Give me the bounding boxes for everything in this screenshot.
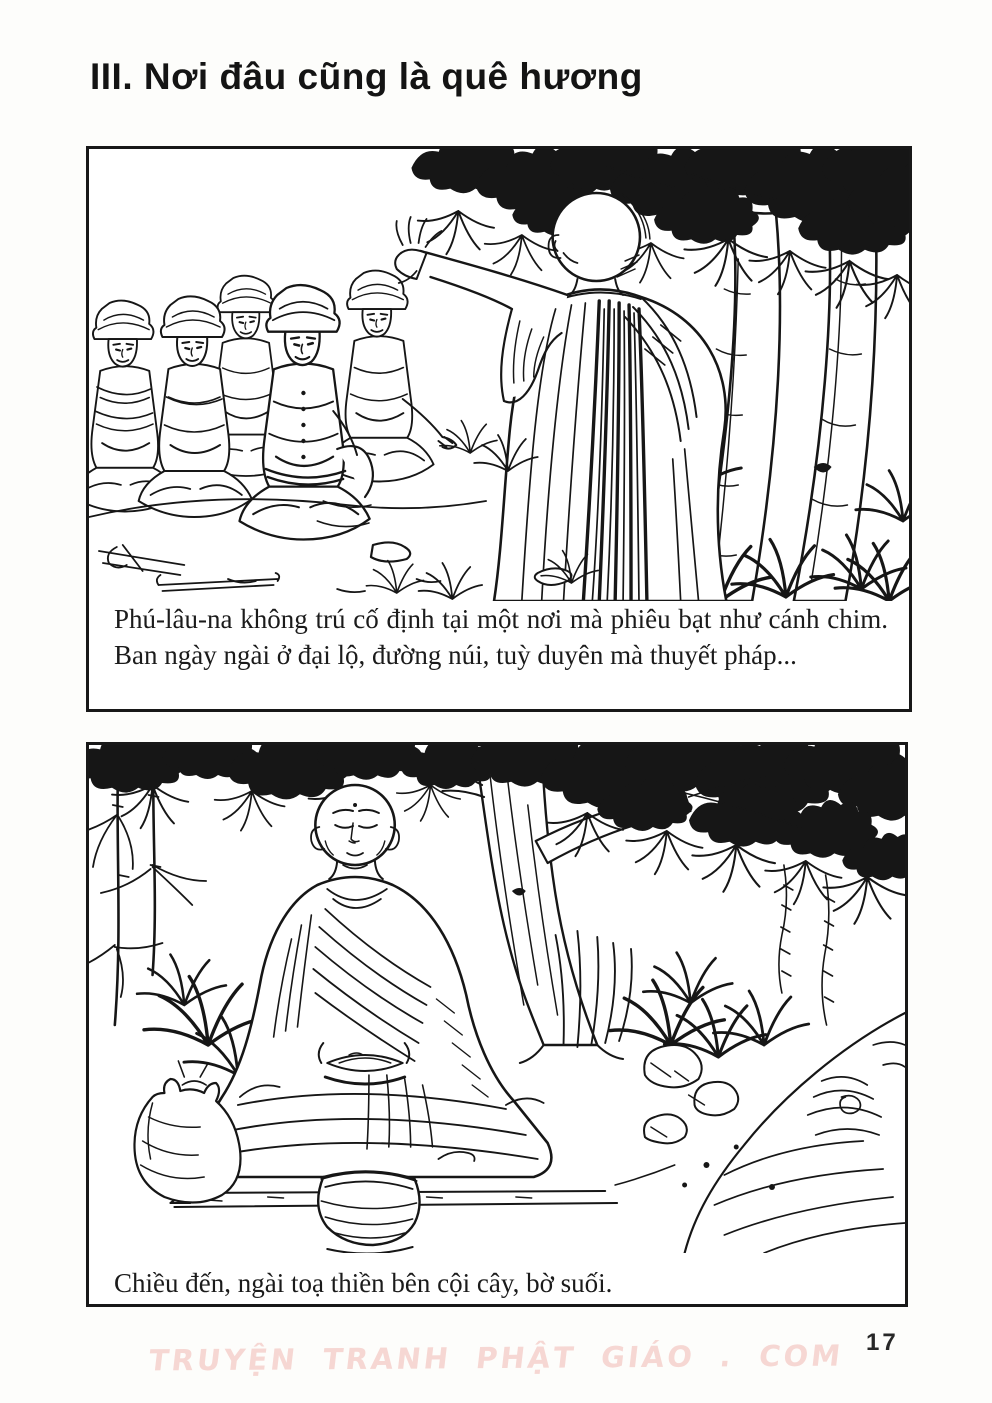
page-number: 17 xyxy=(866,1329,899,1356)
villagers-group xyxy=(89,271,456,562)
panel-2-illustration xyxy=(89,745,905,1253)
panel-2-caption: Chiều đến, ngài toạ thiền bên cội cây, bờ suối. xyxy=(114,1268,613,1298)
meditation-scene-drawing xyxy=(89,745,905,1253)
panel-1-caption: Phú-lâu-na không trú cố định tại một nơi mà phiêu bạt như cánh chim. Ban ngày ngài ở đại lộ, đường núi, tuỳ duyên mà thuyết pháp... xyxy=(114,604,888,670)
panel-2 xyxy=(86,742,908,1307)
monk-raised-hand xyxy=(395,250,426,279)
page-title: III. Nơi đâu cũng là quê hương xyxy=(90,56,643,97)
monk-head xyxy=(553,193,640,281)
rocks xyxy=(644,1045,775,1190)
preaching-scene-drawing xyxy=(89,149,909,601)
monk-head xyxy=(315,785,394,865)
panel-1-illustration xyxy=(89,149,909,601)
cloth-bundle xyxy=(134,1061,240,1203)
watermark: TRUYỆN TRANH PHẬT GIÁO . COM xyxy=(146,1338,846,1378)
stick xyxy=(157,573,279,591)
alms-bowl xyxy=(318,1171,419,1253)
panel-1 xyxy=(86,146,912,712)
tree-canopy xyxy=(411,149,909,255)
water-swirl xyxy=(840,1096,860,1114)
standing-monk xyxy=(395,193,726,601)
